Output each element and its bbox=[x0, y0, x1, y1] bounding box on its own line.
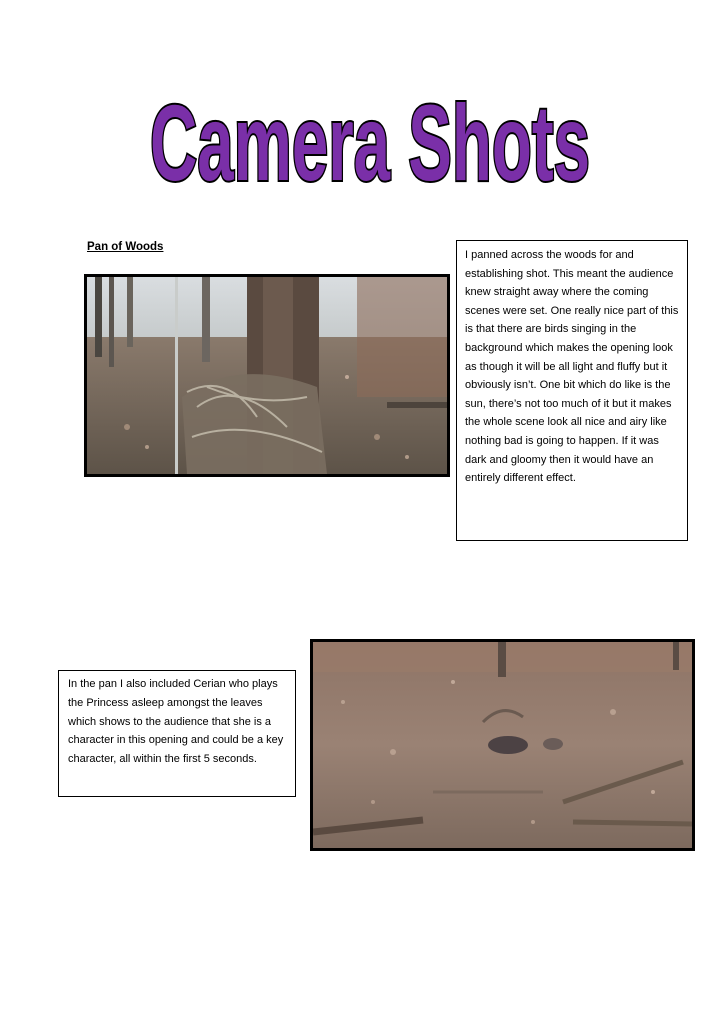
title-text: Camera Shots bbox=[150, 82, 590, 203]
description-text-box-2: In the pan I also included Cerian who plays the Princess asleep amongst the leaves which shows to the audience that she is a character in this opening and could be a key character, all within the first 5 seconds. bbox=[58, 670, 296, 797]
page-title bbox=[140, 52, 600, 202]
section-caption: Pan of Woods bbox=[87, 241, 164, 253]
woods-tree-image bbox=[87, 277, 447, 474]
forest-floor-photo bbox=[310, 639, 695, 851]
woods-photo bbox=[84, 274, 450, 477]
title-wordart bbox=[140, 52, 600, 202]
description-text-box-1: I panned across the woods for and establishing shot. This meant the audience knew straight away where the coming scenes were set. One really nice part of this is that there are birds singing in the background which makes the opening look as though it will be all light and fluffy but it obviously isn’t. One bit which do like is the sun, there’s not too much of it but it makes the whole scene look all nice and airy like nothing bad is going to happen. If it was dark and gloomy then it would have an entirely different effect. bbox=[456, 240, 688, 541]
leaves-ground-image bbox=[313, 642, 692, 848]
